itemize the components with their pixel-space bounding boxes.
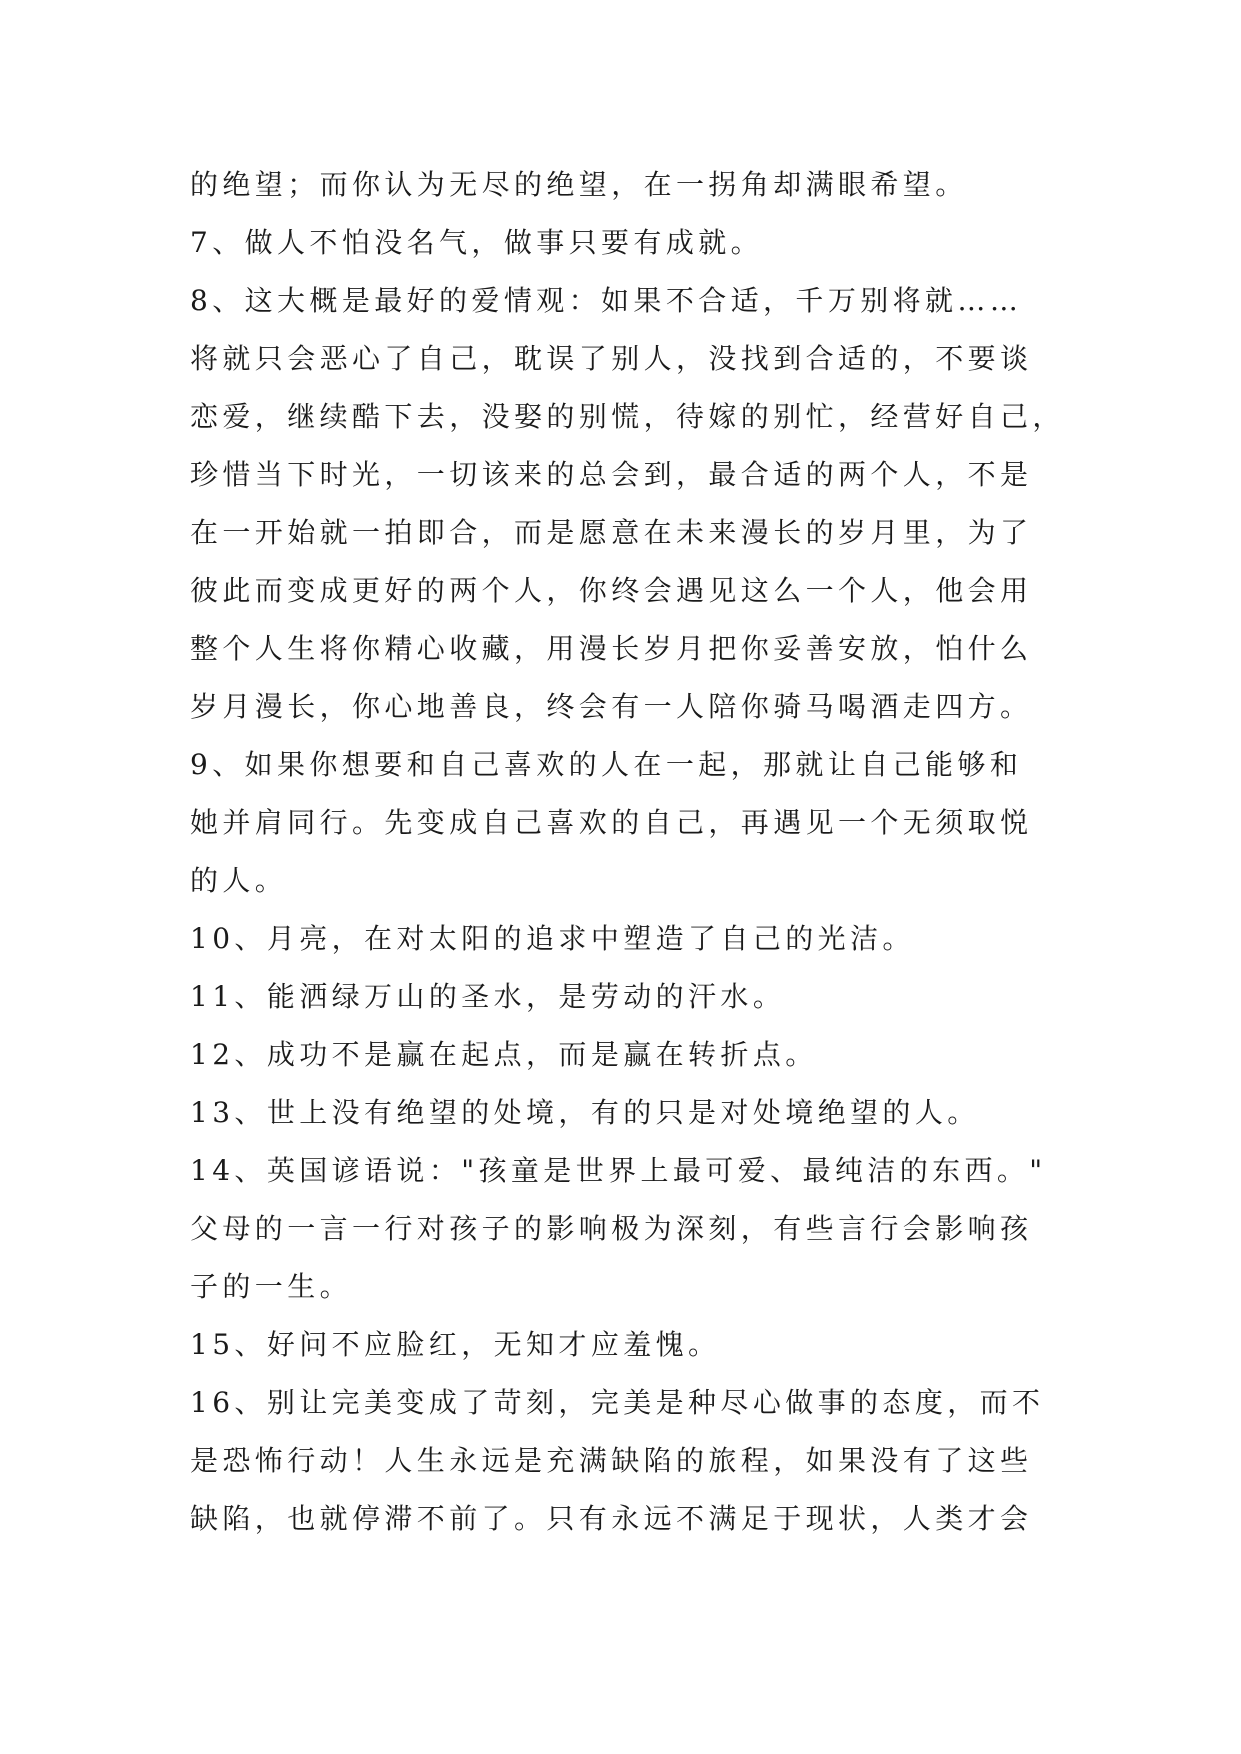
text-line: 子的一生。 [190, 1270, 353, 1303]
text-line: 父母的一言一行对孩子的影响极为深刻，有些言行会影响孩 [190, 1212, 1033, 1245]
text-line: 7、做人不怕没名气，做事只要有成就。 [190, 226, 764, 259]
text-line: 12、成功不是赢在起点，而是赢在转折点。 [190, 1038, 818, 1071]
text-line: 她并肩同行。先变成自己喜欢的自己，再遇见一个无须取悦 [190, 806, 1033, 839]
text-line: 岁月漫长，你心地善良，终会有一人陪你骑马喝酒走四方。 [190, 690, 1033, 723]
text-line: 在一开始就一拍即合，而是愿意在未来漫长的岁月里，为了 [190, 516, 1033, 549]
text-line: 是恐怖行动！人生永远是充满缺陷的旅程，如果没有了这些 [190, 1444, 1033, 1477]
text-line: 15、好问不应脸红，无知才应羞愧。 [190, 1328, 721, 1361]
text-line: 的人。 [190, 864, 288, 897]
text-line: 将就只会恶心了自己，耽误了别人，没找到合适的，不要谈 [190, 342, 1033, 375]
text-line: 彼此而变成更好的两个人，你终会遇见这么一个人，他会用 [190, 574, 1033, 607]
text-line: 8、这大概是最好的爱情观：如果不合适，千万别将就…… [190, 284, 1023, 317]
text-line: 14、英国谚语说："孩童是世界上最可爱、最纯洁的东西。" [190, 1154, 1047, 1187]
text-line: 10、月亮，在对太阳的追求中塑造了自己的光洁。 [190, 922, 915, 955]
text-line: 11、能洒绿万山的圣水，是劳动的汗水。 [190, 980, 786, 1013]
text-line: 16、别让完美变成了苛刻，完美是种尽心做事的态度，而不 [190, 1386, 1045, 1419]
text-line: 13、世上没有绝望的处境，有的只是对处境绝望的人。 [190, 1096, 980, 1129]
text-line: 缺陷，也就停滞不前了。只有永远不满足于现状，人类才会 [190, 1502, 1033, 1535]
text-line: 的绝望；而你认为无尽的绝望，在一拐角却满眼希望。 [190, 168, 968, 201]
text-line: 珍惜当下时光，一切该来的总会到，最合适的两个人，不是 [190, 458, 1033, 491]
text-line: 9、如果你想要和自己喜欢的人在一起，那就让自己能够和 [190, 748, 1023, 781]
text-line: 整个人生将你精心收藏，用漫长岁月把你妥善安放，怕什么 [190, 632, 1033, 665]
text-line: 恋爱，继续酷下去，没娶的别慌，待嫁的别忙，经营好自己， [190, 400, 1065, 433]
